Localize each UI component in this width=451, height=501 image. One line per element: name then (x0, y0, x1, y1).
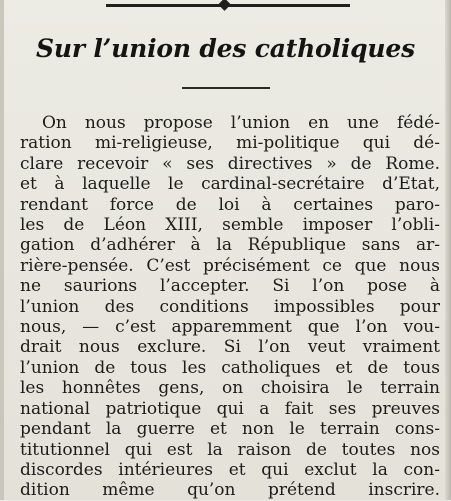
article-body (20, 113, 440, 501)
article-line: l’union de tous les catholiques et de tous (20, 357, 440, 378)
page-right-edge (445, 0, 451, 500)
article-line: rendant force de loi à certaines paro- (20, 194, 440, 215)
article-line: clare recevoir « ses directives » de Rome. (20, 153, 440, 174)
article-line: national patriotique qui a fait ses preuves (20, 398, 440, 419)
article-line: titutionnel qui est la raison de toutes nos (20, 439, 440, 460)
article-line: les honnêtes gens, on choisira le terrain (20, 378, 440, 399)
article-line: gation d’adhérer à la République sans ar- (20, 235, 440, 256)
article-line: drait nous exclure. Si l’on veut vraiment (20, 337, 440, 358)
article-line: pendant la guerre et non le terrain cons- (20, 419, 440, 440)
headline-underline-rule (182, 87, 270, 89)
article-line: ne saurions l’accepter. Si l’on pose à (20, 276, 440, 297)
article-line: discordes intérieures et qui exclut la con- (20, 459, 440, 480)
article-line: ration mi-religieuse, mi-politique qui dé- (20, 133, 440, 154)
page-left-edge (0, 0, 4, 500)
article-line: et à laquelle le cardinal-secrétaire d’Etat, (20, 174, 440, 195)
article-line: les de Léon XIII, semble imposer l’obli- (20, 215, 440, 236)
top-ornament-diamond (218, 0, 231, 11)
article-line: On nous propose l’union en une fédé- (42, 113, 440, 133)
article-line: nous, — c’est apparemment que l’on vou- (20, 317, 440, 338)
article-line: rière-pensée. C’est précisément ce que nous (20, 255, 440, 276)
article-line: l’union des conditions impossibles pour (20, 296, 440, 317)
article-line: dition même qu’on prétend inscrire. (20, 480, 440, 501)
article-headline: Sur l’union des catholiques (36, 34, 415, 63)
